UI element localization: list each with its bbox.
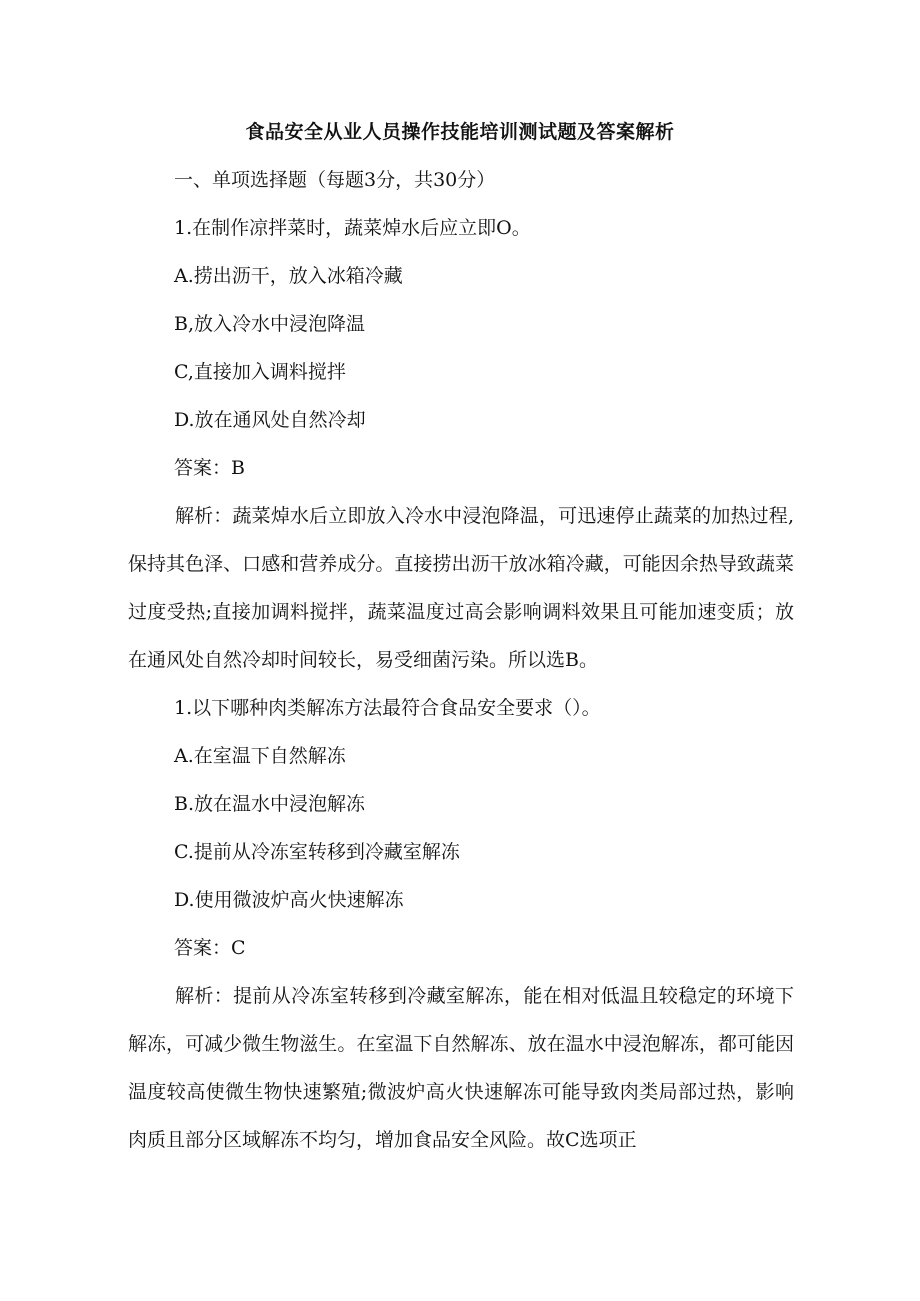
question-1-option-a: A.捞出沥干，放入冰箱冷藏 <box>174 265 403 287</box>
question-1-option-d: D.放在通风处自然冷却 <box>174 409 366 431</box>
document-title: 食品安全从业人员操作技能培训测试题及答案解析 <box>245 121 675 143</box>
question-2-answer: 答案：C <box>174 937 246 959</box>
question-1-answer: 答案：B <box>174 457 245 479</box>
question-2-option-b: B.放在温水中浸泡解冻 <box>174 793 366 815</box>
question-2-option-d: D.使用微波炉高火快速解冻 <box>174 889 404 911</box>
section-heading: 一、单项选择题（每题3分，共30分） <box>174 169 496 191</box>
question-2-analysis: 解析：提前从冷冻室转移到冷藏室解冻，能在相对低温且较稳定的环境下解冻，可减少微生物滋生。在室温下自然解冻、放在温水中浸泡解冻，都可能因温度较高使微生物快速繁殖;微波炉高火快速解冻可能导致肉类局部过热，影响肉质且部分区域解冻不均匀，增加食品安全风险。故C选项正 <box>128 985 794 1151</box>
question-2-option-c: C.提前从冷冻室转移到冷藏室解冻 <box>174 841 460 863</box>
question-1-option-b: B,放入冷水中浸泡降温 <box>174 313 366 335</box>
question-2-option-a: A.在室温下自然解冻 <box>174 745 346 767</box>
question-1-analysis: 解析：蔬菜焯水后立即放入冷水中浸泡降温，可迅速停止蔬菜的加热过程,保持其色泽、口感和营养成分。直接捞出沥干放冰箱冷藏，可能因余热导致蔬菜过度受热;直接加调料搅拌，蔬菜温度过高会影响调料效果且可能加速变质；放在通风处自然冷却时间较长，易受细菌污染。所以选B。 <box>128 505 794 671</box>
question-2-stem: 1.以下哪种肉类解冻方法最符合食品安全要求（）。 <box>174 697 601 719</box>
question-1-stem: 1.在制作凉拌菜时，蔬菜焯水后应立即O。 <box>174 217 531 239</box>
question-1-option-c: C,直接加入调料搅拌 <box>174 361 346 383</box>
